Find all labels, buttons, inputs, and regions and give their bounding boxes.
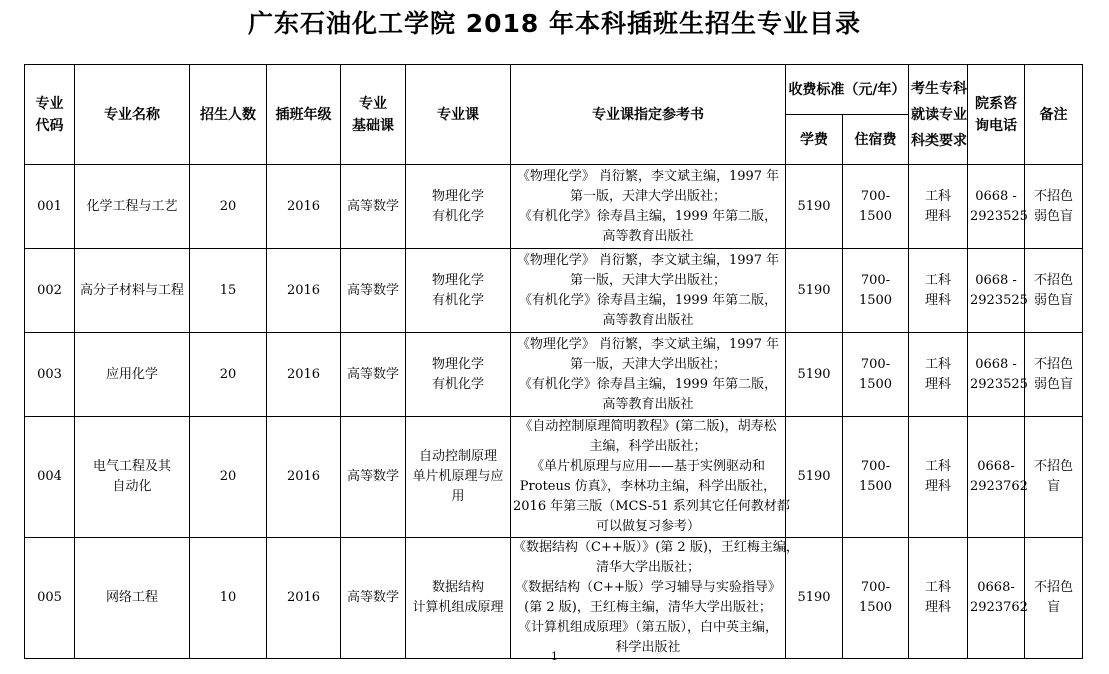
cell-grade: 2016: [267, 417, 341, 538]
cell-books-line: 高等教育出版社: [602, 312, 694, 328]
cell-quota: 20: [190, 333, 267, 417]
cell-books-line: 科学出版社: [615, 640, 681, 655]
cell-requirement: [909, 165, 968, 249]
cell-books-line: 《计算机组成原理》（第五版），白中英主编，: [517, 620, 778, 635]
cell-books: [511, 538, 799, 659]
cell-books-line: (第 2 版)，王红梅主编，清华大学出版社；: [524, 600, 772, 615]
table-row: [25, 249, 1083, 333]
cell-books-line: 第一版，天津大学出版社；: [569, 188, 726, 204]
cell-lodging: 700-1500: [843, 249, 909, 333]
cell-requirement: [909, 333, 968, 417]
cell-requirement: [909, 417, 968, 538]
cell-grade: 2016: [267, 249, 341, 333]
cell-name: [75, 417, 190, 538]
cell-grade: 2016: [267, 538, 341, 659]
cell-course-line: 计算机组成原理: [412, 600, 504, 615]
cell-remark: [1025, 249, 1083, 333]
cell-books-line: 《有机化学》徐寿昌主编，1999 年第二版，: [518, 292, 778, 308]
header-code: 专业 代码: [25, 65, 75, 165]
cell-books-line: 清华大学出版社；: [595, 560, 700, 575]
cell-books: [511, 165, 786, 249]
cell-grade: 2016: [267, 165, 341, 249]
cell-remark: [1025, 538, 1083, 659]
cell-remark-line: 盲: [1046, 479, 1060, 494]
cell-books-line: 《物理化学》 肖衍繁，李文斌主编，1997 年: [516, 336, 780, 352]
cell-phone: [968, 417, 1028, 538]
cell-name-line: 应用化学: [105, 366, 158, 382]
cell-phone-line: 0668-: [977, 459, 1015, 474]
cell-phone-line: 0668 -: [975, 356, 1017, 372]
cell-code: 003: [25, 333, 75, 417]
cell-name-line: 化学工程与工艺: [86, 198, 178, 214]
cell-name-line: 高分子材料与工程: [79, 282, 184, 298]
cell-quota: 20: [190, 165, 267, 249]
header-remark: 备注: [1025, 65, 1083, 165]
cell-books: [511, 249, 786, 333]
cell-course: [406, 538, 511, 659]
header-fee-group: 收费标准（元/年）: [786, 65, 909, 115]
table-row: [25, 417, 1083, 538]
cell-requirement-line: 理科: [924, 208, 951, 224]
cell-books-line: 《有机化学》徐寿昌主编，1999 年第二版，: [518, 376, 778, 392]
cell-books-line: 高等教育出版社: [602, 396, 694, 412]
cell-name: [75, 165, 190, 249]
cell-phone: [968, 333, 1028, 417]
header-requirement: 考生专科 就读专业 科类要求: [909, 65, 968, 165]
cell-requirement: [909, 538, 968, 659]
header-phone: 院系咨 询电话: [968, 65, 1025, 165]
cell-course: [406, 249, 511, 333]
cell-phone-line: 2923525: [970, 292, 1028, 308]
cell-books-line: 《自动控制原理简明教程》(第二版)，胡寿松: [519, 419, 777, 434]
cell-course-line: 用: [451, 489, 465, 504]
page-number: 1: [551, 650, 558, 663]
cell-books: [511, 333, 786, 417]
cell-course-line: 有机化学: [431, 208, 484, 224]
cell-basic-course: 高等数学: [341, 249, 406, 333]
cell-grade: 2016: [267, 333, 341, 417]
cell-tuition: 5190: [786, 333, 843, 417]
cell-phone-line: 2923762: [970, 479, 1028, 494]
cell-books-line: 高等教育出版社: [602, 228, 694, 244]
header-tuition: 学费: [786, 115, 843, 165]
cell-phone-line: 2923525: [970, 208, 1028, 224]
cell-books-line: 《物理化学》 肖衍繁，李文斌主编，1997 年: [516, 252, 780, 268]
cell-requirement-line: 工科: [924, 459, 951, 474]
cell-quota: 10: [190, 538, 267, 659]
table-row: [25, 165, 1083, 249]
cell-course-line: 物理化学: [431, 188, 484, 204]
table-body: [25, 165, 1083, 659]
cell-remark: [1025, 333, 1083, 417]
cell-course-line: 数据结构: [431, 580, 484, 595]
cell-remark-line: 不招色: [1033, 188, 1073, 204]
cell-phone: [968, 538, 1028, 659]
cell-basic-course: 高等数学: [341, 538, 406, 659]
cell-code: 004: [25, 417, 75, 538]
major-catalog-table: [24, 64, 1083, 659]
cell-phone: [968, 249, 1028, 333]
cell-lodging: 700-1500: [843, 417, 909, 538]
cell-books-line: 《单片机原理与应用——基于实例驱动和: [530, 459, 765, 474]
cell-requirement-line: 理科: [924, 376, 951, 392]
cell-books-line: 《有机化学》徐寿昌主编，1999 年第二版，: [518, 208, 778, 224]
cell-tuition: 5190: [786, 249, 843, 333]
cell-course-line: 有机化学: [431, 292, 484, 308]
cell-requirement-line: 理科: [924, 600, 951, 615]
cell-basic-course: 高等数学: [341, 333, 406, 417]
cell-tuition: 5190: [786, 165, 843, 249]
cell-requirement-line: 工科: [924, 272, 951, 288]
cell-code: 002: [25, 249, 75, 333]
cell-requirement-line: 理科: [924, 292, 951, 308]
cell-course-line: 物理化学: [431, 272, 484, 288]
cell-remark-line: 不招色: [1033, 580, 1073, 595]
cell-tuition: 5190: [786, 538, 843, 659]
cell-books-line: 《物理化学》 肖衍繁，李文斌主编，1997 年: [516, 168, 780, 184]
cell-phone-line: 0668 -: [975, 272, 1017, 288]
cell-course: [406, 165, 511, 249]
cell-name-line: 电气工程及其: [92, 459, 171, 474]
header-books: 专业课指定参考书: [511, 65, 786, 165]
cell-course-line: 单片机原理与应: [412, 469, 504, 484]
header-basic-course: 专业 基础课: [341, 65, 406, 165]
header-course: 专业课: [406, 65, 511, 165]
cell-course-line: 自动控制原理: [418, 449, 497, 464]
cell-course: [406, 417, 511, 538]
cell-remark-line: 不招色: [1033, 272, 1073, 288]
cell-requirement-line: 工科: [924, 356, 951, 372]
cell-requirement-line: 工科: [924, 188, 951, 204]
cell-remark: [1025, 417, 1083, 538]
header-lodging: 住宿费: [843, 115, 909, 165]
cell-course-line: 物理化学: [431, 356, 484, 372]
cell-books-line: 第一版，天津大学出版社；: [569, 356, 726, 372]
cell-lodging: 700-1500: [843, 165, 909, 249]
cell-books: [511, 417, 790, 538]
header-name: 专业名称: [75, 65, 190, 165]
cell-remark: [1025, 165, 1083, 249]
cell-books-line: 主编，科学出版社；: [589, 439, 707, 454]
table-row: [25, 333, 1083, 417]
cell-books-line: 《数据结构（C++版）学习辅导与实验指导》: [515, 580, 781, 595]
cell-remark-line: 弱色盲: [1033, 208, 1073, 224]
page-title: 广东石油化工学院 2018 年本科插班生招生专业目录: [248, 9, 861, 38]
cell-name: [75, 538, 190, 659]
cell-books-line: Proteus 仿真》，李林功主编，科学出版社，: [519, 479, 777, 494]
cell-lodging: 700-1500: [843, 333, 909, 417]
cell-remark-line: 弱色盲: [1033, 292, 1073, 308]
cell-basic-course: 高等数学: [341, 165, 406, 249]
cell-tuition: 5190: [786, 417, 843, 538]
cell-books-line: 2016 年第三版（MCS-51 系列其它任何教材都: [513, 499, 790, 514]
cell-requirement-line: 理科: [924, 479, 951, 494]
cell-name: [75, 249, 190, 333]
cell-basic-course: 高等数学: [341, 417, 406, 538]
cell-quota: 20: [190, 417, 267, 538]
cell-requirement-line: 工科: [924, 580, 951, 595]
cell-course: [406, 333, 511, 417]
cell-remark-line: 不招色: [1033, 459, 1073, 474]
cell-remark-line: 盲: [1046, 600, 1060, 615]
cell-remark-line: 弱色盲: [1033, 376, 1073, 392]
header-grade: 插班年级: [267, 65, 341, 165]
cell-name-line: 网络工程: [105, 590, 158, 605]
cell-name-line: 自动化: [112, 479, 152, 494]
cell-code: 005: [25, 538, 75, 659]
cell-course-line: 有机化学: [431, 376, 484, 392]
cell-remark-line: 不招色: [1033, 356, 1073, 372]
cell-books-line: 可以做复习参考）: [595, 519, 700, 534]
cell-phone-line: 0668-: [977, 580, 1015, 595]
cell-books-line: 《数据结构（C++版）》(第 2 版)，王红梅主编，: [513, 540, 799, 555]
header-quota: 招生人数: [190, 65, 267, 165]
cell-lodging: 700-1500: [843, 538, 909, 659]
cell-requirement: [909, 249, 968, 333]
cell-phone-line: 0668 -: [975, 188, 1017, 204]
header-row-1: [25, 65, 1083, 115]
cell-quota: 15: [190, 249, 267, 333]
cell-name: [75, 333, 190, 417]
cell-code: 001: [25, 165, 75, 249]
cell-phone-line: 2923525: [970, 376, 1028, 392]
cell-books-line: 第一版，天津大学出版社；: [569, 272, 726, 288]
cell-phone: [968, 165, 1028, 249]
table-row: [25, 538, 1083, 659]
cell-phone-line: 2923762: [970, 600, 1028, 615]
